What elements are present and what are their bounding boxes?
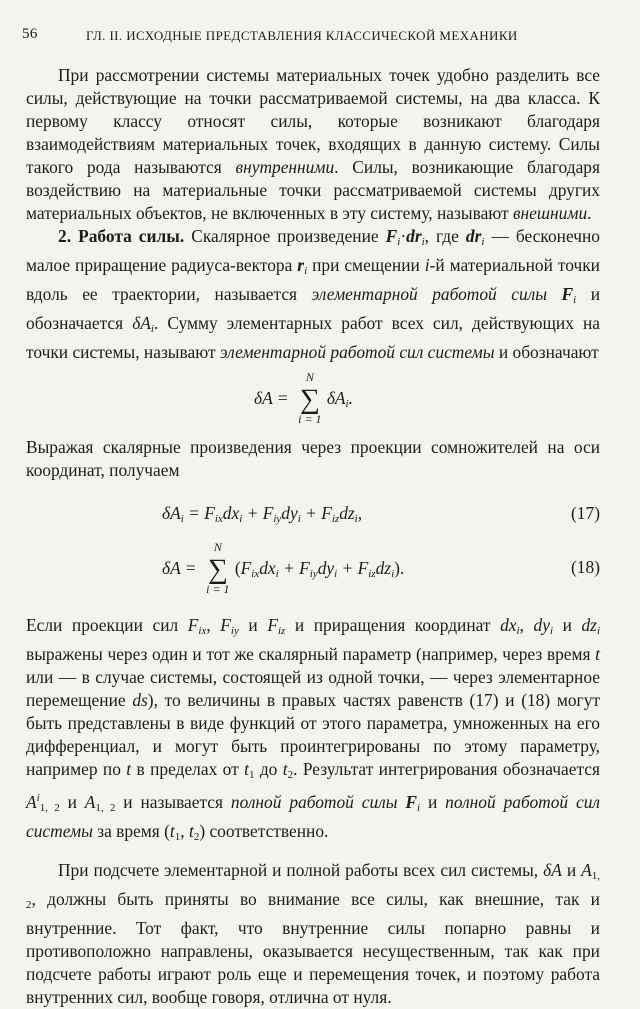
- equation-sum-work: δA = N ∑ i = 1 $\delta A_i$.: [254, 370, 353, 426]
- paragraph-full-work: Если проекции сил $F_{ix}$, $F_{iy}$ и $F_{iz}$ и приращения координат $dx_i$, $dy_i$ и $dz_i$ выражены через один и тот же скалярный параметр (например, через время t или — в случае системы, состоящей из одной точки, — через элементарное перемещение ds), то величины в правых частях равенств (17) и (18) могут быть представлены в виде функций от этого параметра, умноженных на его дифференциал, и могут быть проинтегрированы по этому параметру, например по t в пределах от $t_1$ до $t_2$. Результат интегрирования обозначается $A^i_{1, 2}$ и $A_{1, 2}$ и называется полной работой силы $F_i$ и полной работой сил системы за время ($t_1$, $t_2$) соответственно.: [26, 615, 601, 843]
- sum-symbol: N ∑ i = 1: [298, 370, 322, 426]
- term-elementary-work: элементарной работой силы: [311, 284, 562, 304]
- paragraph-force-classes: При рассмотрении системы материальных точек удобно разделить все силы, действующие на точки рассматриваемой системы, на два класса. К первому классу относят силы, которые возникают благодаря взаимодействиям материальных точек, входящих в данную систему. Силы такого рода называются внутренними. Силы, возникающие благодаря воздействию на материальные точки рассматриваемой системы других материальных объектов, не включенных в эту систему, называют внешними.: [26, 65, 601, 223]
- equation-18: δA = N ∑ i = 1 $(F_{ix}dx_i + F_{iy}dy_i + F_{iz}dz_i)$. (18): [162, 540, 600, 596]
- term-full-work: полной работой силы: [230, 791, 406, 812]
- equation-number-17: (17): [571, 503, 600, 523]
- page-body: [26, 64, 600, 1009]
- sum-symbol: N ∑ i = 1: [206, 540, 230, 596]
- paragraph-work-of-force: 2. Работа силы. Скалярное произведение $F_i\cdot dr_i$, где $dr_i$ — бесконечно малое приращение радиуса-вектора $r_i$ при смещении i-й материальной точки вдоль ее траектории, называется элементарной работой силы $F_i$ и обозначается $\delta A_i$. Сумму элементарных работ всех сил, действующих на точки системы, называют элементарной работой сил системы и обозначают: [26, 226, 601, 362]
- section-heading: 2. Работа силы.: [58, 226, 185, 246]
- paragraph-internal-forces: При подсчете элементарной и полной работы всех сил системы, δA и $A_{1, 2}$, должны быть приняты во внимание все силы, как внешние, так и внутренние. Тот факт, что внутренние силы попарно равны и противоположно направлены, оказывается несущественным, так как при подсчете работы играют роль еще и перемещения точек, и поэтому работа внутренних сил, вообще говоря, отлична от нуля.: [26, 859, 600, 1007]
- term-external: внешними: [513, 203, 588, 223]
- page-number: 56: [22, 26, 38, 42]
- page-header: [22, 26, 604, 46]
- equation-number-18: (18): [571, 557, 600, 577]
- paragraph-projections: Выражая скалярные произведения через проекции сомножителей на оси координат, получаем: [26, 437, 600, 480]
- term-full-work-system: полной работой сил системы: [26, 791, 600, 841]
- term-internal: внутренними: [235, 157, 335, 177]
- equation-17: $\delta A_i = F_{ix}dx_i + F_{iy}dy_i + F_{iz}dz_i$, (17): [162, 503, 600, 525]
- term-elementary-work-system: элементарной работой сил системы: [219, 342, 495, 362]
- running-title: ГЛ. II. ИСХОДНЫЕ ПРЕДСТАВЛЕНИЯ КЛАССИЧЕСКОЙ МЕХАНИКИ: [86, 28, 518, 43]
